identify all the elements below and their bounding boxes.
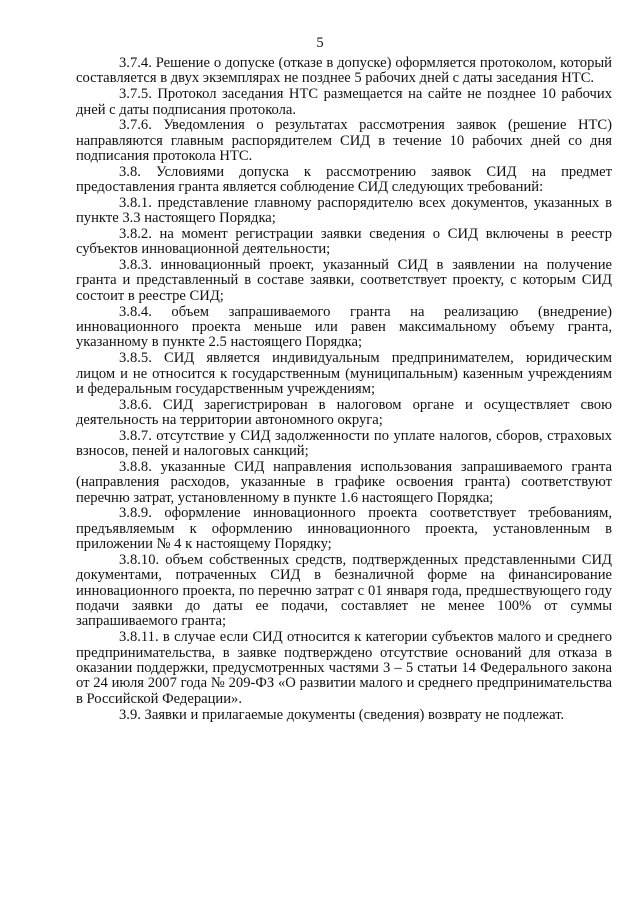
paragraph-3-8-1: 3.8.1. представление главному распорядителю всех документов, указанных в пункте 3.3 настоящего Порядка; <box>76 194 612 227</box>
paragraph-3-8-10: 3.8.10. объем собственных средств, подтвержденных представленными СИД документами, потраченных СИД в безналичной форме на финансирование инновационного проекта, по перечню затрат с 01 января года, предшествующего году подачи заявки до даты ее подачи, составляет не менее 100% от суммы запрашиваемого гранта; <box>76 551 612 630</box>
paragraph-3-8-6: 3.8.6. СИД зарегистрирован в налоговом органе и осуществляет свою деятельность на территории автономного округа; <box>76 396 612 429</box>
paragraph-3-8-2: 3.8.2. на момент регистрации заявки сведения о СИД включены в реестр субъектов инновационной деятельности; <box>76 225 612 258</box>
paragraph-3-8-3: 3.8.3. инновационный проект, указанный СИД в заявлении на получение гранта и представленный в составе заявки, соответствует проекту, с которым СИД состоит в реестре СИД; <box>76 257 612 304</box>
paragraph-3-8-8: 3.8.8. указанные СИД направления использования запрашиваемого гранта (направления расходов, указанные в графике освоения гранта) соответствуют перечню затрат, установленному в пункте 1.6 настоящего Порядка; <box>76 458 612 506</box>
paragraph-3-9: 3.9. Заявки и прилагаемые документы (сведения) возврату не подлежат. <box>119 706 565 723</box>
paragraph-3-8-11: 3.8.11. в случае если СИД относится к категории субъектов малого и среднего предпринимательства, в заявке подтверждено отсутствие оснований для отказа в оказании поддержки, предусмотренных частями 3 – 5 статьи 14 Федерального закона от 24 июля 2007 года № 209-ФЗ «О развитии малого и среднего предпринимательства в Российской Федерации». <box>76 629 612 707</box>
paragraph-3-7-6: 3.7.6. Уведомления о результатах рассмотрения заявок (решение НТС) направляются главным распорядителем СИД в течение 10 рабочих дней со дня подписания протокола НТС. <box>76 117 612 165</box>
paragraph-3-7-4: 3.7.4. Решение о допуске (отказе в допуске) оформляется протоколом, который составляется в двух экземплярах не позднее 5 рабочих дней с даты заседания НТС. <box>76 55 612 87</box>
page-number: 5 <box>316 35 324 51</box>
paragraph-3-8-9: 3.8.9. оформление инновационного проекта соответствует требованиям, предъявляемым к оформлению инновационного проекта, установленным в приложении № 4 к настоящему Порядку; <box>76 505 612 553</box>
paragraph-3-8-4: 3.8.4. объем запрашиваемого гранта на реализацию (внедрение) инновационного проекта меньше или равен максимальному объему гранта, указанному в пункте 2.5 настоящего Порядка; <box>76 303 612 351</box>
paragraph-3-8: 3.8. Условиями допуска к рассмотрению заявок СИД на предмет предоставления гранта является соблюдение СИД следующих требований: <box>76 163 612 196</box>
paragraph-3-8-5: 3.8.5. СИД является индивидуальным предпринимателем, юридическим лицом и не относится к государственным (муниципальным) казенным учреждениям и федеральным государственным учреждениям; <box>76 350 612 397</box>
paragraph-3-7-5: 3.7.5. Протокол заседания НТС размещается на сайте не позднее 10 рабочих дней с даты подписания протокола. <box>76 86 612 118</box>
document-body <box>76 56 612 723</box>
paragraph-3-8-7: 3.8.7. отсутствие у СИД задолженности по уплате налогов, сборов, страховых взносов, пеней и налоговых санкций; <box>76 427 612 460</box>
